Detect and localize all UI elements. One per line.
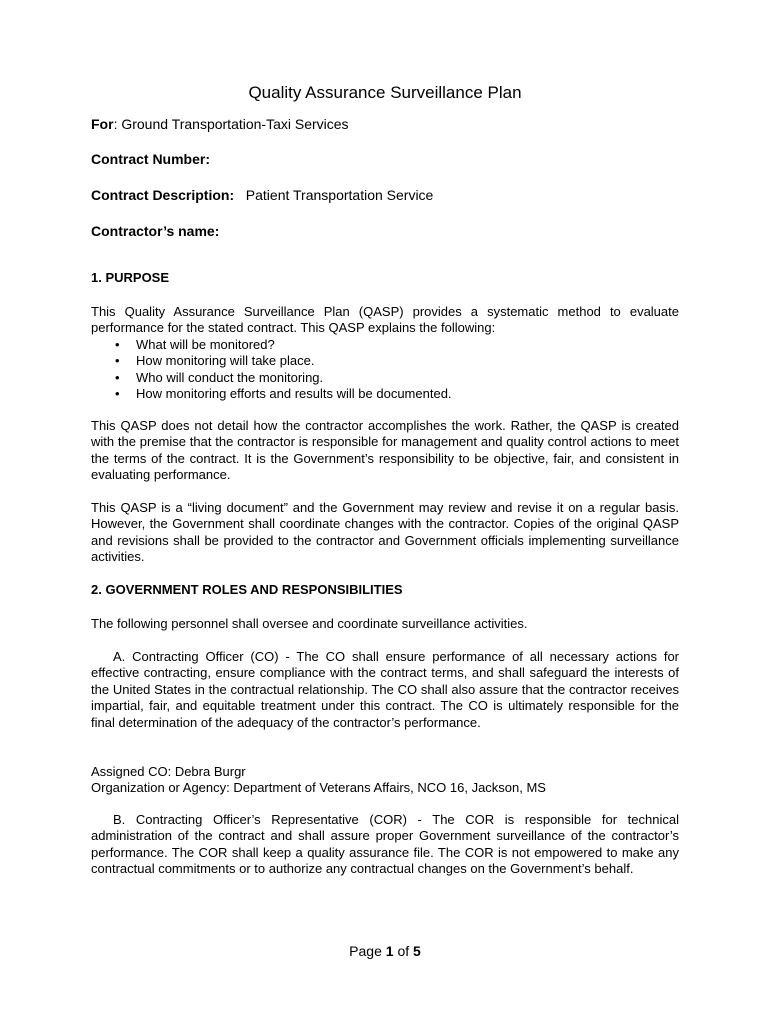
list-item [91,386,679,402]
page-footer [91,942,679,960]
page-current: 1 [385,943,394,959]
contract-description-value: Patient Transportation Service [245,187,434,203]
page-total: 5 [413,943,421,959]
document-page [91,0,679,1024]
purpose-intro-paragraph: This Quality Assurance Surveillance Plan (QASP) provides a systematic method to evaluate performance for the stated contract. This QASP explains the following: [91,304,679,336]
list-item-text: How monitoring will take place. [136,353,315,369]
bullet-icon: • [115,386,120,402]
bullet-icon: • [115,337,120,352]
list-item [91,370,679,386]
purpose-paragraph-2: This QASP does not detail how the contractor accomplishes the work. Rather, the QASP is created with the premise that the contractor is responsible for management and quality control actions to meet the terms of the contract. It is the Government’s responsibility to be objective, fair, and consistent in evaluating performance. [91,418,679,483]
roles-intro-paragraph: The following personnel shall oversee and coordinate surveillance activities. [91,616,528,631]
contractor-name-field [91,222,219,240]
bullet-icon: • [115,369,120,385]
for-value: : Ground Transportation-Taxi Services [113,116,349,132]
purpose-bullet-list [91,337,679,403]
for-label: For [91,116,114,132]
contract-number-field [91,150,210,168]
assigned-co-line: Assigned CO: Debra Burgr [91,764,246,779]
contractor-name-label: Contractor’s name: [91,223,220,239]
section-2-heading: 2. GOVERNMENT ROLES AND RESPONSIBILITIES [91,582,403,597]
list-item [91,353,679,369]
list-item-text: How monitoring efforts and results will be documented. [136,386,452,402]
contract-description-label: Contract Description: [91,187,235,203]
organization-line: Organization or Agency: Department of Veterans Affairs, NCO 16, Jackson, MS [91,780,546,795]
cor-paragraph: B. Contracting Officer’s Representative (COR) - The COR is responsible for technical administration of the contract and shall assure proper Government surveillance of the contractor’s performance. The COR shall keep a quality assurance file. The COR is not empowered to make any contractual commitments or to authorize any contractual changes on the Government’s behalf. [91,812,679,877]
bullet-icon: • [115,353,120,369]
document-title: Quality Assurance Surveillance Plan [248,83,522,102]
of-word: of [393,943,414,959]
list-item [91,337,679,353]
section-1-heading: 1. PURPOSE [91,270,170,285]
contracting-officer-paragraph: A. Contracting Officer (CO) - The CO shall ensure performance of all necessary actions for effective contracting, ensure compliance with the contract terms, and shall safeguard the interests of the United States in the contractual relationship. The CO shall also assure that the contractor receives impartial, fair, and equitable treatment under this contract. The CO is ultimately responsible for the final determination of the adequacy of the contractor’s performance. [91,649,679,730]
for-field [91,115,349,133]
list-item-text: Who will conduct the monitoring. [136,369,324,385]
page-word: Page [349,943,386,959]
contract-description-field [91,186,433,204]
list-item-text: What will be monitored? [136,337,275,352]
contract-number-label: Contract Number: [91,151,211,167]
purpose-paragraph-3: This QASP is a “living document” and the Government may review and revise it on a regular basis. However, the Government shall coordinate changes with the contractor. Copies of the original QASP and revisions shall be provided to the contractor and Government officials implementing surveillance activities. [91,500,679,565]
